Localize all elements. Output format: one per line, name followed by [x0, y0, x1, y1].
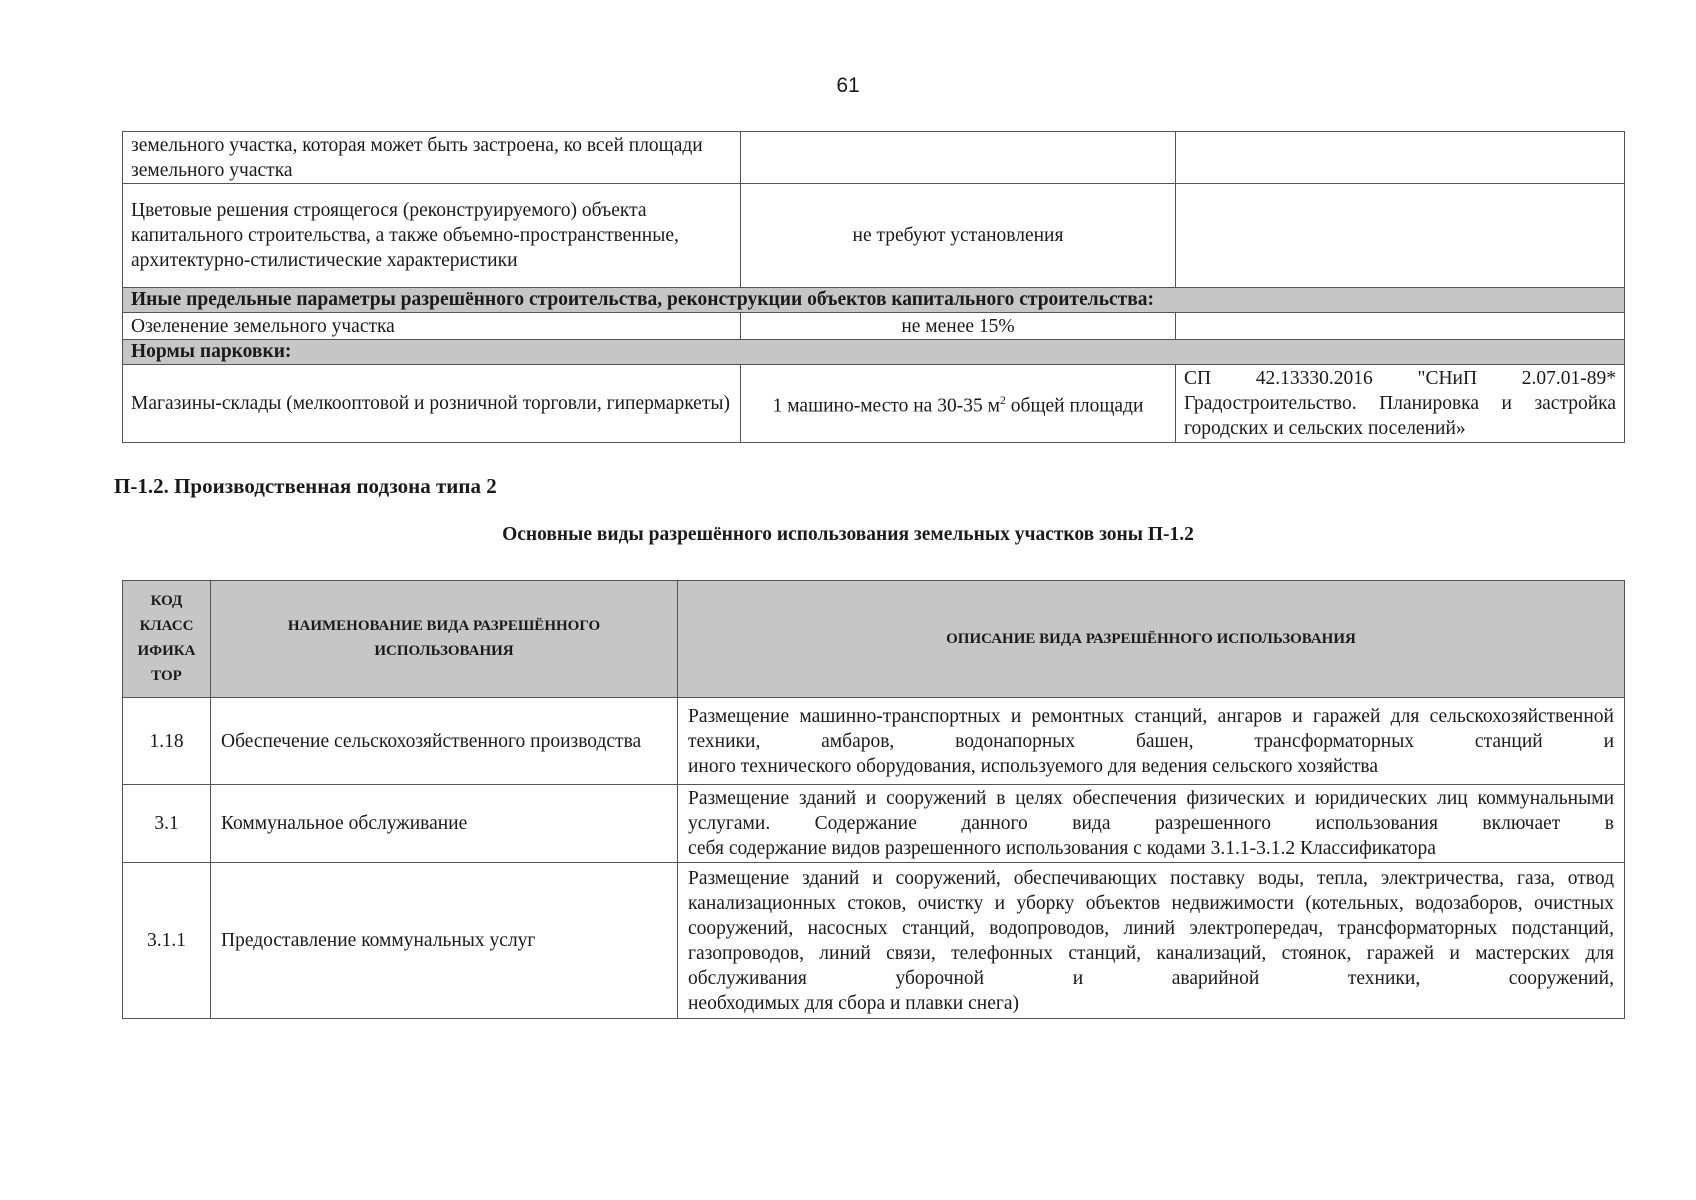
parameter-name-cell: земельного участка, которая может быть застроена, ко всей площади земельного участка: [123, 132, 741, 184]
parameter-name-cell: Озеленение земельного участка: [123, 313, 741, 340]
classifier-code: 3.1: [123, 785, 211, 863]
table-row: [123, 365, 1625, 443]
classifier-code: 3.1.1: [123, 863, 211, 1019]
page-number: 61: [836, 74, 860, 97]
permitted-use-table: [122, 580, 1625, 1019]
table-title: Основные виды разрешённого использования земельных участков зоны П-1.2: [502, 524, 1194, 545]
use-description: [678, 785, 1625, 863]
parking-norm-prefix: 1 машино-место на 30-35 м: [772, 395, 1000, 417]
parameter-value-cell: [741, 132, 1176, 184]
parameter-name-cell: Цветовые решения строящегося (реконструируемого) объекта капитального строительства, а также объемно-пространственные, архитектурно-стилистические характеристики: [123, 184, 741, 288]
table-row: [123, 863, 1625, 1019]
parameters-table: [122, 131, 1625, 443]
parameter-note-cell: [1176, 184, 1625, 288]
table-row: [123, 184, 1625, 288]
parameter-note-cell: [1176, 313, 1625, 340]
description-last-line: иного технического оборудования, используемого для ведения сельского хозяйства: [688, 755, 1379, 777]
parking-norm-suffix: общей площади: [1005, 395, 1144, 417]
header-description: ОПИСАНИЕ ВИДА РАЗРЕШЁННОГО ИСПОЛЬЗОВАНИЯ: [678, 581, 1625, 698]
parameter-value-cell: [741, 365, 1176, 443]
parameter-value-cell: не менее 15%: [741, 313, 1176, 340]
subzone-heading: П-1.2. Производственная подзона типа 2: [114, 474, 497, 498]
header-name: НАИМЕНОВАНИЕ ВИДА РАЗРЕШЁННОГО ИСПОЛЬЗОВАНИЯ: [211, 581, 678, 698]
section-heading-other-parameters: Иные предельные параметры разрешённого строительства, реконструкции объектов капитального строительства:: [123, 288, 1625, 313]
header-code: КОД КЛАСС ИФИКА ТОР: [123, 581, 211, 698]
use-name: Обеспечение сельскохозяйственного производства: [211, 698, 678, 785]
table-row: [123, 785, 1625, 863]
description-last-line: необходимых для сбора и плавки снега): [688, 992, 1019, 1014]
section-heading-parking: Нормы парковки:: [123, 340, 1625, 365]
table-row: [123, 132, 1625, 184]
classifier-code: 1.18: [123, 698, 211, 785]
description-text: Размещение зданий и сооружений в целях обеспечения физических и юридических лиц коммунальными услугами. Содержание данного вида разрешенного использования включает в: [688, 788, 1614, 834]
description-text: Размещение зданий и сооружений, обеспечивающих поставку воды, тепла, электричества, газа, отвод канализационных стоков, очистку и уборку объектов недвижимости (котельных, водозаборов, очистных сооружений, насосных станций, водопроводов, линий электропередач, трансформаторных подстанций, газопроводов, линий связи, телефонных станций, канализаций, стоянок, гаражей и мастерских для обслуживания уборочной и аварийной техники, сооружений,: [688, 867, 1614, 989]
reference-text-last-line: городских и сельских поселений»: [1184, 418, 1466, 439]
parameter-value-cell: не требуют установления: [741, 184, 1176, 288]
description-text: Размещение машинно-транспортных и ремонтных станций, ангаров и гаражей для сельскохозяйственной техники, амбаров, водонапорных башен, трансформаторных станций и: [688, 705, 1614, 752]
section-row: [123, 340, 1625, 365]
square-superscript: 2: [999, 393, 1006, 408]
parameter-name-cell: Магазины-склады (мелкооптовой и розничной торговли, гипермаркеты): [123, 365, 741, 443]
table-row: [123, 313, 1625, 340]
reference-text: СП 42.13330.2016 "СНиП 2.07.01-89* Градостроительство. Планировка и застройка: [1184, 368, 1616, 414]
section-row: [123, 288, 1625, 313]
use-description: [678, 863, 1625, 1019]
use-name: Коммунальное обслуживание: [211, 785, 678, 863]
parameter-note-cell: [1176, 132, 1625, 184]
table-row: [123, 698, 1625, 785]
use-name: Предоставление коммунальных услуг: [211, 863, 678, 1019]
header-row: [123, 581, 1625, 698]
use-description: [678, 698, 1625, 785]
description-last-line: себя содержание видов разрешенного использования с кодами 3.1.1-3.1.2 Классификатора: [688, 838, 1436, 859]
parameter-note-cell: [1176, 365, 1625, 443]
